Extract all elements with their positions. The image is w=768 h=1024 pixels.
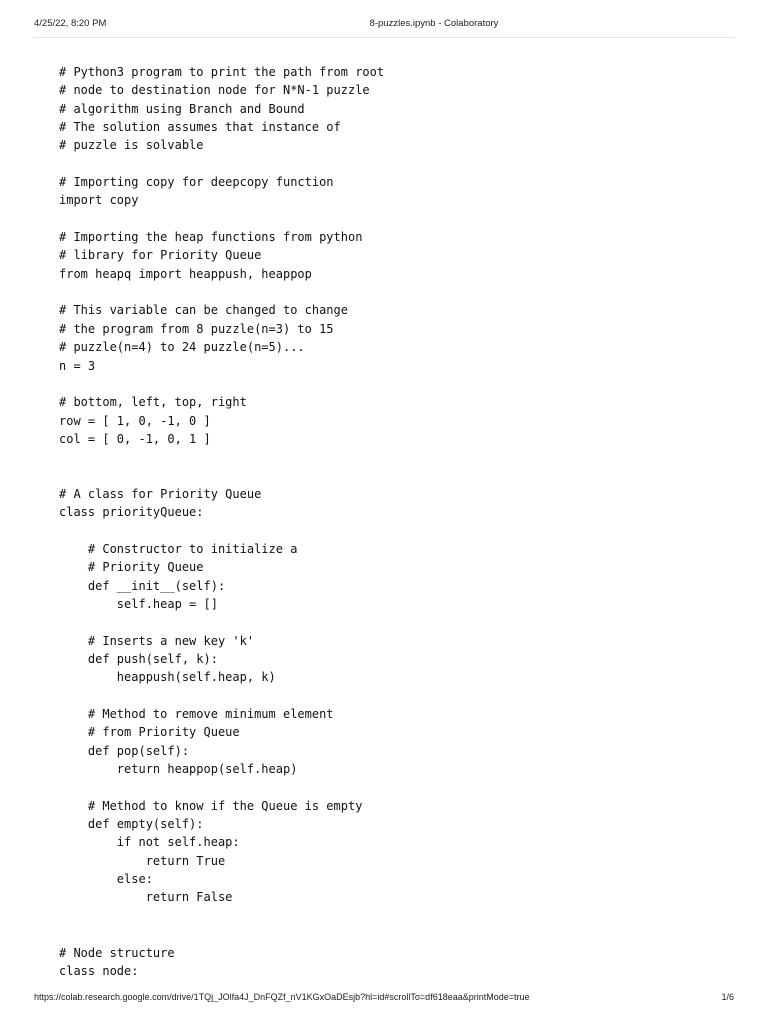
page-url: https://colab.research.google.com/drive/1TQj_JOlfa4J_DnFQZf_nV1KGxOaDEsjb?hl=id#scrollTo=df618eaa&printMode=true [34,992,530,1002]
code-line: # algorithm using Branch and Bound [59,101,305,116]
code-line: col = [ 0, -1, 0, 1 ] [59,431,211,446]
code-line [59,448,719,466]
code-line: # bottom, left, top, right [59,395,247,410]
code-line: class priorityQueue: [59,505,204,520]
code-line [59,778,719,796]
code-line: n = 3 [59,358,96,373]
code-line [59,907,719,925]
page-number: 1/6 [721,992,734,1002]
code-line: return False [59,890,233,905]
code-line: def pop(self): [59,743,190,758]
code-line: # Priority Queue [59,560,204,575]
code-line [59,925,719,943]
code-line: # Python3 program to print the path from root [59,65,385,79]
code-line: # The solution assumes that instance of [59,120,341,135]
code-line: # library for Priority Queue [59,248,262,263]
code-line: row = [ 1, 0, -1, 0 ] [59,413,211,428]
code-line [59,210,719,228]
code-line: def push(self, k): [59,652,218,666]
code-line [59,467,719,485]
code-line: # from Priority Queue [59,725,240,740]
code-line: heappush(self.heap, k) [59,670,276,685]
code-line: def empty(self): [59,817,204,832]
code-line: # Inserts a new key 'k' [59,633,255,648]
code-line: # A class for Priority Queue [59,486,262,501]
code-line [59,687,719,705]
code-line: import copy [59,193,139,208]
code-line [59,613,719,631]
code-line: if not self.heap: [59,835,240,850]
code-line: # Importing copy for deepcopy function [59,175,334,190]
code-line: return heappop(self.heap) [59,762,298,777]
code-line: # puzzle(n=4) to 24 puzzle(n=5)... [59,340,305,355]
code-line: return True [59,853,226,868]
code-line: # Method to remove minimum element [59,707,334,722]
print-datetime: 4/25/22, 8:20 PM [34,18,107,29]
print-header [0,14,768,34]
code-line: self.heap = [] [59,596,218,611]
code-line: def __init__(self): [59,578,226,593]
code-line: # Constructor to initialize a [59,541,298,556]
code-line: # the program from 8 puzzle(n=3) to 15 [59,321,334,336]
code-line: # node to destination node for N*N-1 puzzle [59,83,370,98]
code-line: # Importing the heap functions from python [59,230,363,245]
code-line: # This variable can be changed to change [59,303,348,318]
code-line: class node: [59,963,139,978]
code-line [59,375,719,393]
code-line [59,155,719,173]
code-line: # puzzle is solvable [59,138,204,153]
code-line [59,283,719,301]
code-line: from heapq import heappush, heappop [59,266,312,281]
code-line: else: [59,872,153,887]
code-line [59,522,719,540]
header-divider [34,37,734,38]
code-cell [59,63,719,980]
code-line: # Node structure [59,945,175,960]
document-title: 8-puzzles.ipynb - Colaboratory [369,18,499,29]
print-footer [0,992,768,1006]
code-line: # Method to know if the Queue is empty [59,798,363,813]
